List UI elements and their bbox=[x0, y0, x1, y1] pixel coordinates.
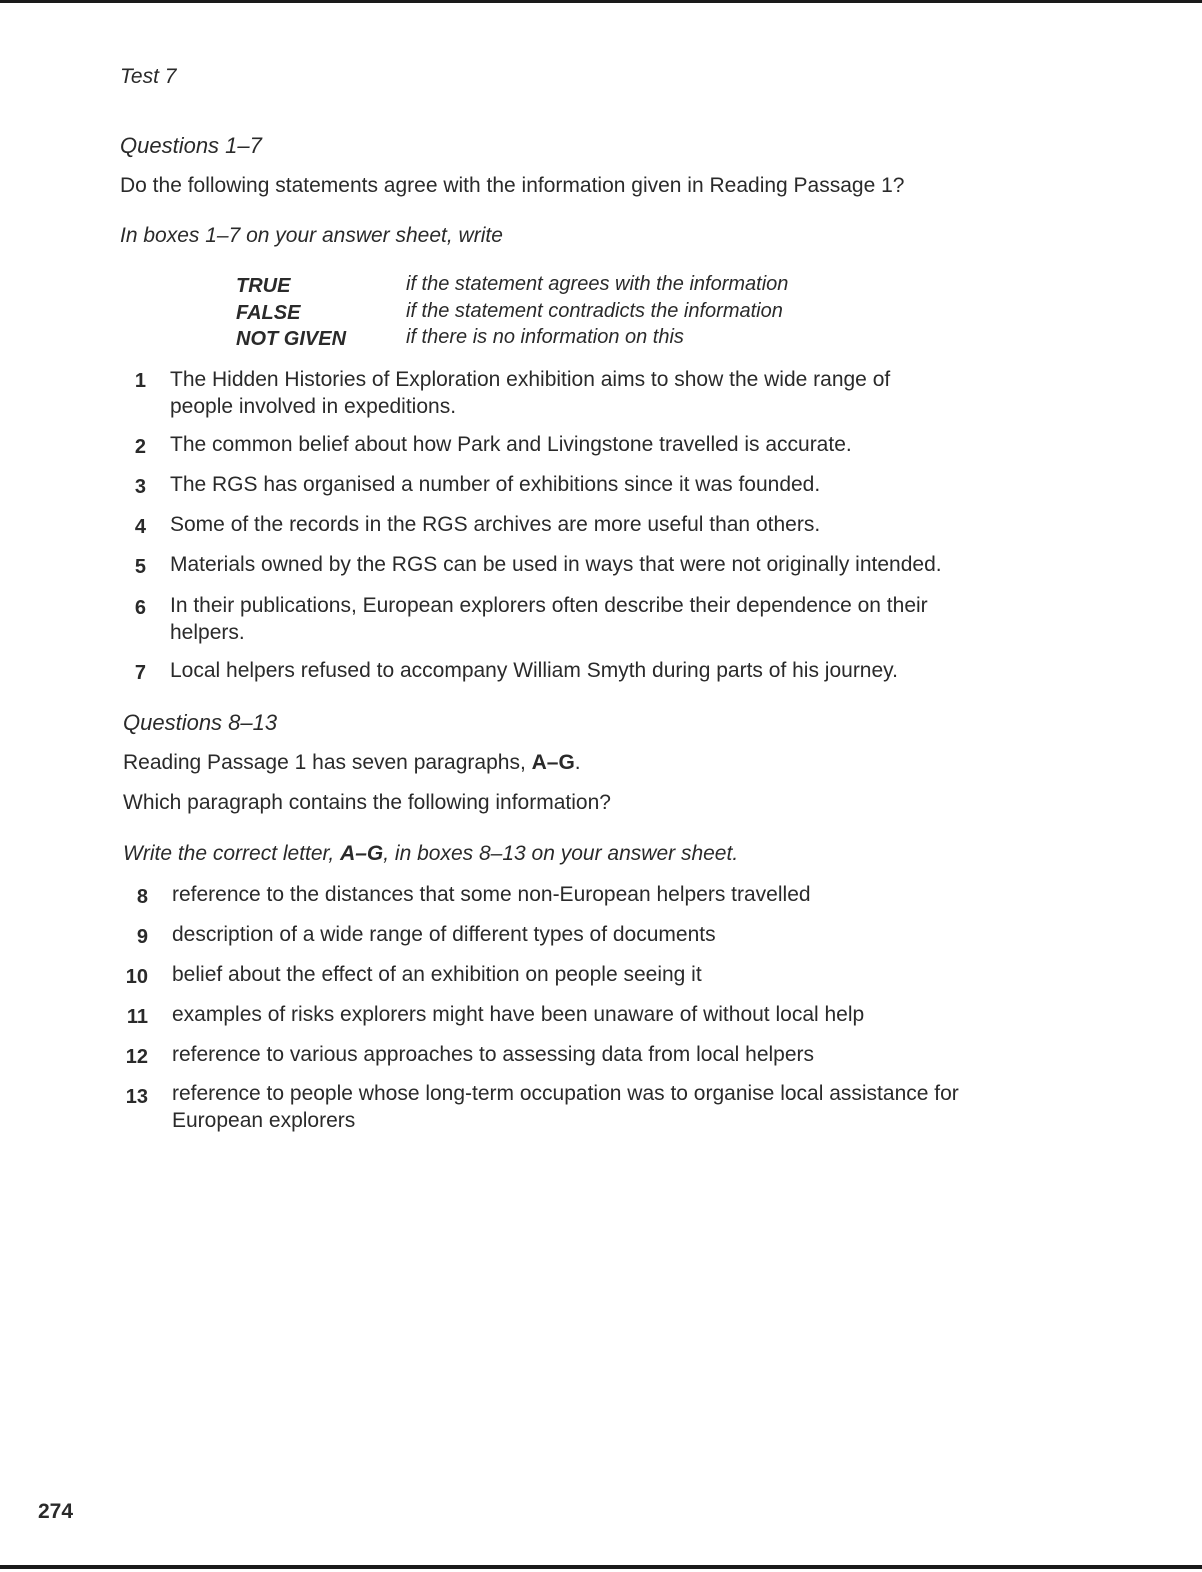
question-text: description of a wide range of different types of documents bbox=[172, 923, 716, 946]
question-text: In their publications, European explorers often describe their dependence on their helpers. bbox=[170, 594, 928, 644]
question-text: reference to the distances that some non-European helpers travelled bbox=[172, 883, 811, 906]
section2-heading: Questions 8–13 bbox=[123, 710, 278, 735]
question-number: 4 bbox=[134, 516, 146, 538]
question-number: 10 bbox=[125, 966, 148, 988]
question-number: 5 bbox=[134, 556, 146, 578]
page-number: 274 bbox=[38, 1500, 74, 1523]
section1-heading: Questions 1–7 bbox=[120, 133, 262, 158]
section2-instruction-b: Which paragraph contains the following information? bbox=[123, 791, 611, 814]
key-label-false: FALSE bbox=[236, 302, 301, 324]
question-number: 11 bbox=[126, 1006, 148, 1028]
instruction-period: . bbox=[574, 751, 581, 774]
question-text: The RGS has organised a number of exhibitions since it was founded. bbox=[170, 473, 821, 496]
bottom-rule bbox=[0, 1565, 1202, 1569]
instruction-text: Reading Passage 1 has seven paragraphs, bbox=[123, 751, 532, 774]
question-text: belief about the effect of an exhibition on people seeing it bbox=[172, 963, 702, 986]
section2-answer-instruction bbox=[123, 842, 738, 866]
question-text: Materials owned by the RGS can be used in ways that were not originally intended. bbox=[170, 553, 942, 576]
top-rule bbox=[0, 0, 1202, 3]
question-text: The Hidden Histories of Exploration exhibition aims to show the wide range of people involved in expeditions. bbox=[170, 368, 891, 418]
question-text: Local helpers refused to accompany William Smyth during parts of his journey. bbox=[170, 659, 898, 682]
key-label-not-given: NOT GIVEN bbox=[236, 328, 347, 350]
section1-instruction: Do the following statements agree with the information given in Reading Passage 1? bbox=[120, 174, 905, 197]
question-number: 13 bbox=[125, 1086, 148, 1108]
question-text: examples of risks explorers might have been unaware of without local help bbox=[172, 1003, 865, 1026]
question-number: 12 bbox=[125, 1046, 148, 1068]
question-text: reference to various approaches to assessing data from local helpers bbox=[172, 1043, 815, 1066]
key-desc-true: if the statement agrees with the information bbox=[406, 273, 789, 295]
answer-instruction-text: Write the correct letter, bbox=[123, 842, 341, 865]
key-label-true: TRUE bbox=[236, 275, 291, 297]
question-number: 3 bbox=[134, 476, 146, 498]
question-text: The common belief about how Park and Livingstone travelled is accurate. bbox=[170, 433, 852, 456]
test-header: Test 7 bbox=[120, 65, 177, 88]
question-number: 8 bbox=[136, 886, 148, 908]
instruction-letters: A–G bbox=[531, 751, 575, 774]
section2-instruction-a bbox=[123, 751, 581, 775]
answer-instruction-rest: , in boxes 8–13 on your answer sheet. bbox=[383, 842, 739, 865]
question-number: 7 bbox=[134, 662, 146, 684]
question-number: 9 bbox=[136, 926, 148, 948]
question-number: 6 bbox=[134, 597, 146, 619]
key-desc-not-given: if there is no information on this bbox=[406, 326, 684, 348]
question-number: 2 bbox=[134, 436, 146, 458]
question-text: Some of the records in the RGS archives are more useful than others. bbox=[170, 513, 821, 536]
key-desc-false: if the statement contradicts the information bbox=[406, 300, 783, 322]
question-number: 1 bbox=[134, 370, 146, 392]
answer-instruction-letters: A–G bbox=[340, 842, 384, 865]
section1-answer-instruction: In boxes 1–7 on your answer sheet, write bbox=[120, 224, 503, 247]
question-text: reference to people whose long-term occupation was to organise local assistance for European explorers bbox=[172, 1082, 959, 1132]
